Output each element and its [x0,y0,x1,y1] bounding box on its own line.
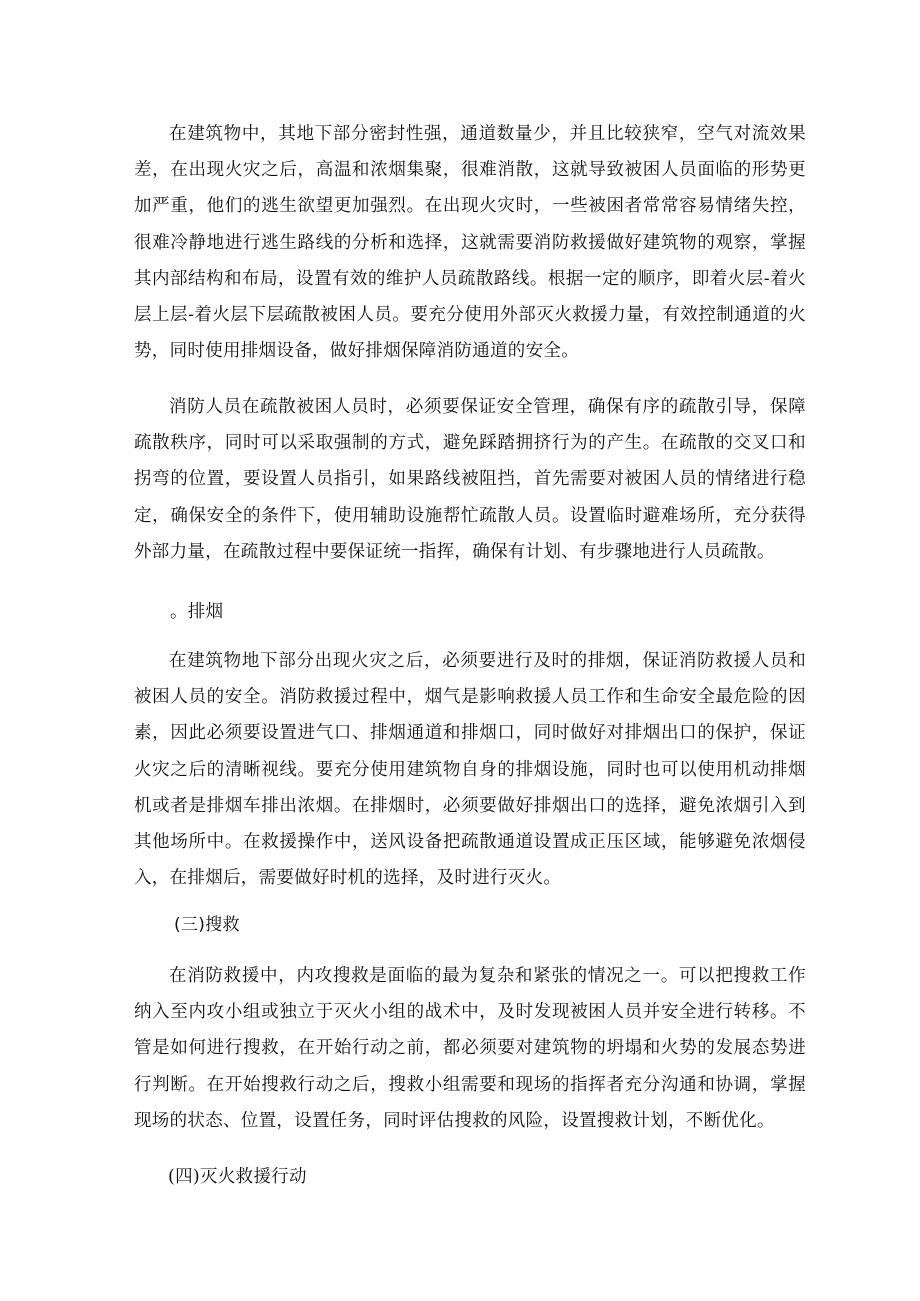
paragraph-evacuation-management: 消防人员在疏散被困人员时，必须要保证安全管理，确保有序的疏散引导，保障疏散秩序，同时可以采取强制的方式，避免踩踏拥挤行为的产生。在疏散的交叉口和拐弯的位置，要设置人员指引，如果路线被阻挡，首先需要对被困人员的情绪进行稳定，确保安全的条件下，使用辅助设施帮忙疏散人员。设置临时避难场所，充分获得外部力量，在疏散过程中要保证统一指挥，确保有计划、有步骤地进行人员疏散。 [134,397,806,562]
section-heading-firefighting: (四)灭火救援行动 [168,1167,307,1187]
paragraph-evacuation-route: 在建筑物中，其地下部分密封性强，通道数量少，并且比较狭窄，空气对流效果差，在出现火灾之后，高温和浓烟集聚，很难消散，这就导致被困人员面临的形势更加严重，他们的逃生欲望更加强烈。在出现火灾时，一些被困者常常容易情绪失控，很难冷静地进行逃生路线的分析和选择，这就需要消防救援做好建筑物的观察，掌握其内部结构和布局，设置有效的维护人员疏散路线。根据一定的顺序，即着火层-着火层上层-着火层下层疏散被困人员。要充分使用外部灭火救援力量，有效控制通道的火势，同时使用排烟设备，做好排烟保障消防通道的安全。 [134,124,806,362]
section-heading-search-rescue: (三)搜救 [174,915,240,935]
section-heading-smoke-exhaust: 。排烟 [170,602,224,622]
paragraph-search-rescue: 在消防救援中，内攻搜救是面临的最为复杂和紧张的情况之一。可以把搜救工作纳入至内攻小组或独立于灭火小组的战术中，及时发现被困人员并安全进行转移。不管是如何进行搜救，在开始行动之前，都必须要对建筑物的坍塌和火势的发展态势进行判断。在开始搜救行动之后，搜救小组需要和现场的指挥者充分沟通和协调，掌握现场的状态、位置，设置任务，同时评估搜救的风险，设置搜救计划，不断优化。 [134,966,806,1131]
paragraph-smoke-exhaust: 在建筑物地下部分出现火灾之后，必须要进行及时的排烟，保证消防救援人员和被困人员的安全。消防救援过程中，烟气是影响救援人员工作和生命安全最危险的因素，因此必须要设置进气口、排烟通道和排烟口，同时做好对排烟出口的保护，保证火灾之后的清晰视线。要充分使用建筑物自身的排烟设施，同时也可以使用机动排烟机或者是排烟车排出浓烟。在排烟时，必须要做好排烟出口的选择，避免浓烟引入到其他场所中。在救援操作中，送风设备把疏散通道设置成正压区域，能够避免浓烟侵入，在排烟后，需要做好时机的选择，及时进行灭火。 [134,651,806,889]
